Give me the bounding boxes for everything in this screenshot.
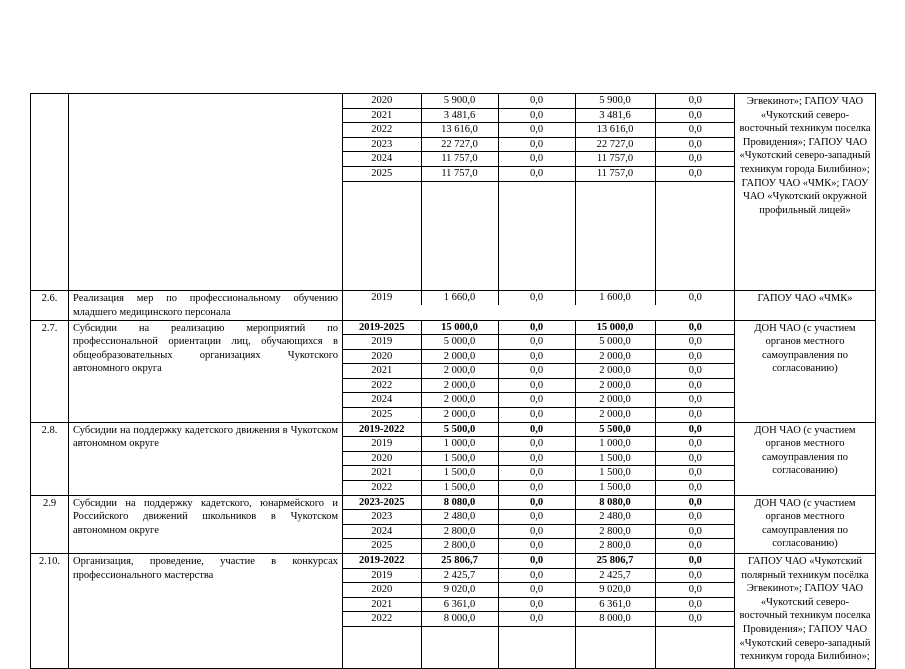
total-cell: 5 000,0 (421, 335, 498, 350)
empty-cell (498, 236, 575, 250)
federal-cell: 0,0 (498, 539, 575, 553)
funding-row (343, 321, 735, 335)
regional-cell: 1 000,0 (575, 437, 655, 452)
empty-cell (421, 263, 498, 277)
regional-cell: 2 000,0 (575, 349, 655, 364)
regional-cell: 11 757,0 (575, 166, 655, 181)
year-cell: 2025 (371, 540, 393, 552)
total-cell: 25 806,7 (421, 554, 498, 568)
year-cell: 2021 (343, 597, 421, 612)
local-cell: 0,0 (655, 612, 735, 627)
funding-row (343, 554, 735, 568)
funding-filler-row (343, 209, 735, 223)
regional-cell: 2 000,0 (575, 408, 655, 422)
local-cell: 0,0 (655, 554, 735, 568)
regional-cell: 5 900,0 (575, 94, 655, 108)
year-cell: 2021 (343, 108, 421, 123)
federal-cell: 0,0 (498, 597, 575, 612)
item-name: Субсидии на поддержку кадетского движения в Чукотском автономном округе (69, 422, 343, 495)
executor-cell: ГАПОУ ЧАО «Чукотский полярный техникум посёлка Эгвекинот»; ГАПОУ ЧАО «Чукотский северо-восточный техникум поселка Провидения»; ГАПОУ ЧАО «Чукотский северо-западный техникум города Билибино»; (735, 554, 876, 669)
funding-cell (343, 291, 735, 320)
empty-cell (343, 209, 421, 223)
funding-table (343, 321, 735, 422)
funding-row (343, 583, 735, 598)
item-name: Реализация мер по профессиональному обучению младшего медицинского персонала (69, 291, 343, 320)
empty-cell (343, 195, 421, 209)
funding-table (343, 423, 735, 495)
year-cell: 2019 (371, 292, 393, 304)
empty-cell (655, 654, 735, 668)
year-cell: 2022 (371, 482, 393, 494)
funding-cell (343, 94, 735, 291)
regional-cell: 1 500,0 (575, 451, 655, 466)
year-cell: 2022 (343, 123, 421, 138)
local-cell: 0,0 (655, 321, 735, 335)
total-cell: 1 500,0 (421, 466, 498, 481)
empty-cell (498, 181, 575, 195)
funding-row (343, 335, 735, 350)
federal-cell: 0,0 (498, 137, 575, 152)
funding-row (343, 408, 735, 422)
federal-cell: 0,0 (498, 152, 575, 167)
funding-row (343, 393, 735, 408)
empty-cell (498, 195, 575, 209)
regional-cell: 1 500,0 (575, 481, 655, 495)
total-cell: 1 660,0 (421, 291, 498, 305)
federal-cell: 0,0 (498, 166, 575, 181)
regional-cell: 9 020,0 (575, 583, 655, 598)
local-cell: 0,0 (655, 466, 735, 481)
item-name: Организация, проведение, участие в конкурсах профессионального мастерства (69, 554, 343, 669)
year-cell: 2019-2022 (343, 423, 421, 437)
item-name: Субсидии на реализацию мероприятий по профессиональной ориентации лиц, обучающихся в общеобразовательных организациях Чукотского автономного округа (69, 320, 343, 422)
empty-cell (343, 181, 421, 195)
regional-cell: 11 757,0 (575, 152, 655, 167)
federal-cell: 0,0 (498, 466, 575, 481)
total-cell: 5 900,0 (421, 94, 498, 108)
empty-cell (498, 277, 575, 291)
empty-cell (575, 181, 655, 195)
local-cell: 0,0 (655, 152, 735, 167)
empty-cell (655, 277, 735, 291)
regional-cell: 2 000,0 (575, 378, 655, 393)
total-cell: 1 000,0 (421, 437, 498, 452)
total-cell: 8 080,0 (421, 496, 498, 510)
empty-cell (498, 263, 575, 277)
funding-cell (343, 554, 735, 669)
funding-cell (343, 495, 735, 553)
federal-cell: 0,0 (498, 349, 575, 364)
funding-filler-row (343, 654, 735, 668)
regional-cell: 2 800,0 (575, 524, 655, 539)
funding-row (343, 108, 735, 123)
federal-cell: 0,0 (498, 423, 575, 437)
table-row (31, 320, 876, 422)
total-cell: 2 800,0 (421, 524, 498, 539)
year-cell: 2024 (343, 152, 421, 167)
empty-cell (575, 250, 655, 264)
year-cell: 2023 (343, 137, 421, 152)
funding-filler-row (343, 236, 735, 250)
funding-row (343, 568, 735, 583)
total-cell: 13 616,0 (421, 123, 498, 138)
empty-cell (655, 222, 735, 236)
year-cell: 2022 (343, 378, 421, 393)
total-cell: 2 425,7 (421, 568, 498, 583)
empty-cell (575, 209, 655, 223)
item-number: 2.10. (31, 554, 69, 669)
local-cell: 0,0 (655, 94, 735, 108)
regional-cell: 15 000,0 (575, 321, 655, 335)
regional-cell: 13 616,0 (575, 123, 655, 138)
empty-cell (421, 236, 498, 250)
funding-table (343, 94, 735, 290)
year-cell: 2019 (343, 568, 421, 583)
federal-cell: 0,0 (498, 94, 575, 108)
local-cell: 0,0 (655, 108, 735, 123)
funding-row (343, 291, 735, 305)
empty-cell (343, 277, 421, 291)
federal-cell: 0,0 (498, 408, 575, 422)
funding-row (343, 437, 735, 452)
total-cell: 5 500,0 (421, 423, 498, 437)
funding-row (343, 539, 735, 553)
table-row (31, 422, 876, 495)
funding-row (343, 597, 735, 612)
empty-cell (421, 250, 498, 264)
federal-cell: 0,0 (498, 524, 575, 539)
empty-cell (655, 195, 735, 209)
federal-cell: 0,0 (498, 510, 575, 525)
year-cell: 2020 (343, 94, 421, 108)
funding-row (343, 137, 735, 152)
empty-cell (343, 641, 421, 655)
federal-cell: 0,0 (498, 481, 575, 495)
local-cell: 0,0 (655, 291, 735, 305)
federal-cell: 0,0 (498, 583, 575, 598)
federal-cell: 0,0 (498, 335, 575, 350)
funding-filler-row (343, 181, 735, 195)
funding-row (343, 378, 735, 393)
total-cell: 2 000,0 (421, 349, 498, 364)
empty-cell (575, 277, 655, 291)
total-cell: 1 500,0 (421, 451, 498, 466)
total-cell: 2 000,0 (421, 393, 498, 408)
item-name (69, 94, 343, 291)
local-cell: 0,0 (655, 408, 735, 422)
funding-table (343, 496, 735, 553)
federal-cell: 0,0 (498, 496, 575, 510)
empty-cell (498, 250, 575, 264)
year-cell: 2021 (343, 364, 421, 379)
year-cell: 2021 (343, 466, 421, 481)
table-row (31, 495, 876, 553)
total-cell: 1 500,0 (421, 481, 498, 495)
federal-cell: 0,0 (498, 378, 575, 393)
empty-cell (343, 654, 421, 668)
regional-cell: 5 000,0 (575, 335, 655, 350)
regional-cell: 2 800,0 (575, 539, 655, 553)
year-cell: 2020 (343, 583, 421, 598)
empty-cell (575, 195, 655, 209)
local-cell: 0,0 (655, 583, 735, 598)
local-cell: 0,0 (655, 123, 735, 138)
federal-cell: 0,0 (498, 554, 575, 568)
local-cell: 0,0 (655, 451, 735, 466)
funding-row (343, 524, 735, 539)
regional-cell: 8 000,0 (575, 612, 655, 627)
funding-filler-row (343, 195, 735, 209)
funding-filler-row (343, 641, 735, 655)
year-cell: 2019-2025 (343, 321, 421, 335)
empty-cell (498, 626, 575, 640)
total-cell: 6 361,0 (421, 597, 498, 612)
total-cell: 2 000,0 (421, 378, 498, 393)
empty-cell (498, 654, 575, 668)
total-cell: 3 481,6 (421, 108, 498, 123)
year-cell: 2024 (343, 524, 421, 539)
funding-row (343, 349, 735, 364)
total-cell: 11 757,0 (421, 166, 498, 181)
executor-cell: ДОН ЧАО (с участием органов местного самоуправления по согласованию) (735, 422, 876, 495)
year-cell: 2022 (343, 612, 421, 627)
empty-cell (421, 277, 498, 291)
empty-cell (655, 236, 735, 250)
executor-cell: ГАПОУ ЧАО «ЧМК» (735, 291, 876, 320)
regional-cell: 1 500,0 (575, 466, 655, 481)
local-cell: 0,0 (655, 510, 735, 525)
empty-cell (575, 263, 655, 277)
local-cell: 0,0 (655, 166, 735, 181)
funding-table (343, 554, 735, 668)
total-cell: 2 800,0 (421, 539, 498, 553)
funding-row (343, 466, 735, 481)
local-cell: 0,0 (655, 423, 735, 437)
total-cell: 9 020,0 (421, 583, 498, 598)
funding-row (343, 364, 735, 379)
table-row (31, 94, 876, 291)
empty-cell (421, 654, 498, 668)
year-cell: 2019 (343, 437, 421, 452)
empty-cell (421, 222, 498, 236)
funding-filler-row (343, 626, 735, 640)
local-cell: 0,0 (655, 568, 735, 583)
local-cell: 0,0 (655, 349, 735, 364)
local-cell: 0,0 (655, 364, 735, 379)
year-cell: 2023-2025 (343, 496, 421, 510)
local-cell: 0,0 (655, 437, 735, 452)
local-cell: 0,0 (655, 524, 735, 539)
empty-cell (655, 250, 735, 264)
empty-cell (655, 626, 735, 640)
empty-cell (575, 626, 655, 640)
year-cell: 2023 (343, 510, 421, 525)
funding-filler-row (343, 263, 735, 277)
item-number: 2.7. (31, 320, 69, 422)
funding-row (343, 496, 735, 510)
funding-filler-row (343, 222, 735, 236)
regional-cell: 2 425,7 (575, 568, 655, 583)
year-cell: 2020 (343, 349, 421, 364)
federal-cell: 0,0 (498, 321, 575, 335)
total-cell: 2 000,0 (421, 408, 498, 422)
empty-cell (421, 181, 498, 195)
empty-cell (343, 222, 421, 236)
executor-cell: ДОН ЧАО (с участием органов местного самоуправления по согласованию) (735, 320, 876, 422)
year-cell: 2025 (371, 409, 393, 421)
total-cell: 22 727,0 (421, 137, 498, 152)
federal-cell: 0,0 (498, 393, 575, 408)
empty-cell (421, 626, 498, 640)
empty-cell (343, 236, 421, 250)
federal-cell: 0,0 (498, 291, 575, 305)
empty-cell (655, 209, 735, 223)
empty-cell (343, 626, 421, 640)
item-number: 2.8. (31, 422, 69, 495)
regional-cell: 5 500,0 (575, 423, 655, 437)
empty-cell (575, 222, 655, 236)
year-cell: 2025 (343, 166, 421, 181)
year-cell: 2019-2022 (343, 554, 421, 568)
total-cell: 2 480,0 (421, 510, 498, 525)
item-number: 2.6. (31, 291, 69, 320)
funding-row (343, 481, 735, 495)
item-name: Субсидии на поддержку кадетского, юнармейского и Российского движений школьников в Чукотском автономном округе (69, 495, 343, 553)
empty-cell (575, 236, 655, 250)
funding-row (343, 123, 735, 138)
federal-cell: 0,0 (498, 451, 575, 466)
empty-cell (343, 250, 421, 264)
funding-row (343, 94, 735, 108)
empty-cell (421, 209, 498, 223)
total-cell: 15 000,0 (421, 321, 498, 335)
regional-cell: 25 806,7 (575, 554, 655, 568)
empty-cell (498, 222, 575, 236)
regional-cell: 2 000,0 (575, 393, 655, 408)
item-number (31, 94, 69, 291)
federal-cell: 0,0 (498, 108, 575, 123)
funding-cell (343, 422, 735, 495)
empty-cell (655, 641, 735, 655)
item-number: 2.9 (31, 495, 69, 553)
local-cell: 0,0 (655, 496, 735, 510)
table-row (31, 554, 876, 669)
funding-table (343, 291, 735, 305)
federal-cell: 0,0 (498, 364, 575, 379)
year-cell: 2020 (343, 451, 421, 466)
program-table (30, 93, 876, 669)
empty-cell (575, 641, 655, 655)
executor-cell: ДОН ЧАО (с участием органов местного самоуправления по согласованию) (735, 495, 876, 553)
funding-row (343, 166, 735, 181)
local-cell: 0,0 (655, 481, 735, 495)
total-cell: 2 000,0 (421, 364, 498, 379)
funding-row (343, 612, 735, 627)
empty-cell (498, 641, 575, 655)
table-row (31, 291, 876, 320)
local-cell: 0,0 (655, 335, 735, 350)
empty-cell (655, 181, 735, 195)
funding-row (343, 423, 735, 437)
empty-cell (421, 195, 498, 209)
local-cell: 0,0 (655, 378, 735, 393)
funding-filler-row (343, 277, 735, 291)
empty-cell (575, 654, 655, 668)
funding-filler-row (343, 250, 735, 264)
local-cell: 0,0 (655, 393, 735, 408)
funding-row (343, 152, 735, 167)
empty-cell (343, 263, 421, 277)
funding-cell (343, 320, 735, 422)
regional-cell: 6 361,0 (575, 597, 655, 612)
federal-cell: 0,0 (498, 568, 575, 583)
funding-row (343, 451, 735, 466)
year-cell: 2024 (343, 393, 421, 408)
year-cell: 2019 (343, 335, 421, 350)
local-cell: 0,0 (655, 597, 735, 612)
federal-cell: 0,0 (498, 123, 575, 138)
regional-cell: 2 000,0 (575, 364, 655, 379)
regional-cell: 22 727,0 (575, 137, 655, 152)
empty-cell (421, 641, 498, 655)
regional-cell: 3 481,6 (575, 108, 655, 123)
regional-cell: 2 480,0 (575, 510, 655, 525)
total-cell: 8 000,0 (421, 612, 498, 627)
funding-row (343, 510, 735, 525)
empty-cell (655, 263, 735, 277)
local-cell: 0,0 (655, 539, 735, 553)
federal-cell: 0,0 (498, 437, 575, 452)
regional-cell: 1 600,0 (575, 291, 655, 305)
empty-cell (498, 209, 575, 223)
federal-cell: 0,0 (498, 612, 575, 627)
regional-cell: 8 080,0 (575, 496, 655, 510)
program-table-body (31, 94, 876, 669)
local-cell: 0,0 (655, 137, 735, 152)
total-cell: 11 757,0 (421, 152, 498, 167)
executor-cell: Эгвекинот»; ГАПОУ ЧАО «Чукотский северо-восточный техникум поселка Провидения»; ГАПОУ ЧАО «Чукотский северо-западный техникум города Билибино»; ГАПОУ ЧАО «ЧМК»; ГАОУ ЧАО «Чукотский окружной профильный лицей» (735, 94, 876, 291)
